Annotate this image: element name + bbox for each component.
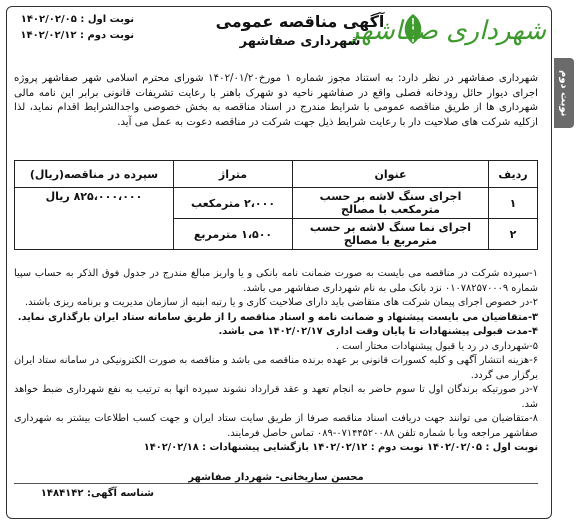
header-row-num: ردیف bbox=[489, 161, 538, 188]
table-row bbox=[15, 188, 538, 219]
municipality-logo bbox=[346, 10, 546, 70]
row-qty: ۲،۰۰۰ مترمکعب bbox=[174, 188, 293, 219]
table-header-row bbox=[15, 161, 538, 188]
side-tab: نوبت دوم bbox=[554, 58, 574, 128]
notice-title: آگهی مناقصه عمومی bbox=[215, 12, 385, 31]
header-deposit: سپرده در مناقصه(ریال) bbox=[15, 161, 174, 188]
logo-text: شهرداری صفاشهر bbox=[346, 16, 546, 46]
date-first: نوبت اول : ۱۴۰۲/۰۲/۰۵ bbox=[20, 14, 134, 25]
header-title: عنوان bbox=[293, 161, 489, 188]
row-deposit: ۸۲۵،۰۰۰،۰۰۰ ریال bbox=[15, 188, 174, 250]
signature: محسن ساریخانی- شهردار صفاشهر bbox=[188, 472, 364, 483]
term-item: ۸-متقاضیان می توانند جهت دریافت اسناد مناقصه صرفا از طریق سایت ستاد ایران و جهت کسب اطلاعات بیشتر به شهرداری صفاشهر مراجعه ویا با شماره تلفن ۰۷۱۴۴۵۲۰۰۸۸-۰۸۹ تماس حاصل فرمایند. bbox=[14, 413, 538, 439]
row-qty: ۱،۵۰۰ مترمربع bbox=[174, 219, 293, 250]
date-second: نوبت دوم : ۱۴۰۲/۰۲/۱۲ bbox=[20, 30, 134, 41]
terms-list bbox=[14, 267, 538, 456]
term-item: ۴-مدت قبولی پیشنهادات تا پایان وقت اداری ۱۴۰۲/۰۲/۱۷ می باشد. bbox=[218, 326, 538, 337]
row-title: اجرای نما سنگ لاشه بر حسب مترمربع با مصالح bbox=[293, 219, 489, 250]
divider bbox=[14, 483, 538, 484]
header-qty: متراژ bbox=[174, 161, 293, 188]
term-item: ۶-هزینه انتشار آگهی و کلیه کسورات قانونی بر عهده برنده مناقصه می باشد و مناقصه به صورت الکترونیکی در سامانه ستاد ایران برگزار می گردد. bbox=[14, 355, 538, 381]
term-item: ۷-در صورتیکه برندگان اول تا سوم حاضر به انجام تعهد و عقد قرارداد نشوند سپرده انها به ترتیب به نفع شهرداری ضبط خواهد شد. bbox=[14, 384, 538, 410]
term-item: نوبت اول : ۱۴۰۲/۰۲/۰۵ نوبت دوم : ۱۴۰۲/۰۲/۱۲ بازگشایی پیشنهادات : ۱۴۰۲/۰۲/۱۸ bbox=[143, 442, 538, 453]
term-item: ۱-سپرده شرکت در مناقصه می بایست به صورت ضمانت نامه بانکی و یا واریز مبالغ مندرج در جدول فوق الذکر به حساب سپیا شماره ۰۱۰۷۸۲۵۷۰۰۰۹ نزد بانک ملی به نام شهرداری صفاشهر می باشد. bbox=[14, 268, 538, 294]
row-num: ۱ bbox=[489, 188, 538, 219]
term-item: ۵-شهرداری در رد یا قبول پیشنهادات مختار است . bbox=[335, 340, 538, 352]
row-num: ۲ bbox=[489, 219, 538, 250]
publish-dates bbox=[14, 12, 134, 44]
intro-paragraph: شهرداری صفاشهر در نظر دارد: به استناد مجوز شماره ۱ مورخ۱۴۰۲/۰۱/۲۰ شورای محترم اسلامی شهر صفاشهر پروژه اجرای دیوار حائل رودخانه فصلی واقع در صفاشهر ناحیه دو شهرک باهنر با رعایت تشریفات قانونی برابر این نامه مالی شهرداری ها از طریق مناقصه عمومی با شرایط مندرج در اسناد مناقصه به بخش خصوصی واجدالشرایط اقدام نماید، لذا ازکلیه شرکت های صلاحیت دار با رعایت شرایط ذیل جهت شرکت در مناقصه دعوت به عمل می آید. bbox=[14, 73, 538, 128]
term-item: ۲-در خصوص اجرای پیمان شرکت های متقاضی باید دارای صلاحیت کاری و یا رتبه ابنیه از سازمان مدیریت و برنامه ریزی باشند. bbox=[25, 297, 538, 308]
tender-table bbox=[14, 160, 538, 250]
notice-subtitle: شهرداری صفاشهر bbox=[239, 34, 361, 49]
row-title: اجرای سنگ لاشه بر حسب مترمکعب با مصالح bbox=[293, 188, 489, 219]
ad-id: شناسه آگهی: ۱۴۸۴۱۴۲ bbox=[40, 488, 154, 499]
term-item: ۳-متقاضیان می بایست پیشنهاد و ضمانت نامه و اسناد مناقصه را از طریق سامانه ستاد ایران بارگذاری نماید. bbox=[17, 311, 538, 323]
